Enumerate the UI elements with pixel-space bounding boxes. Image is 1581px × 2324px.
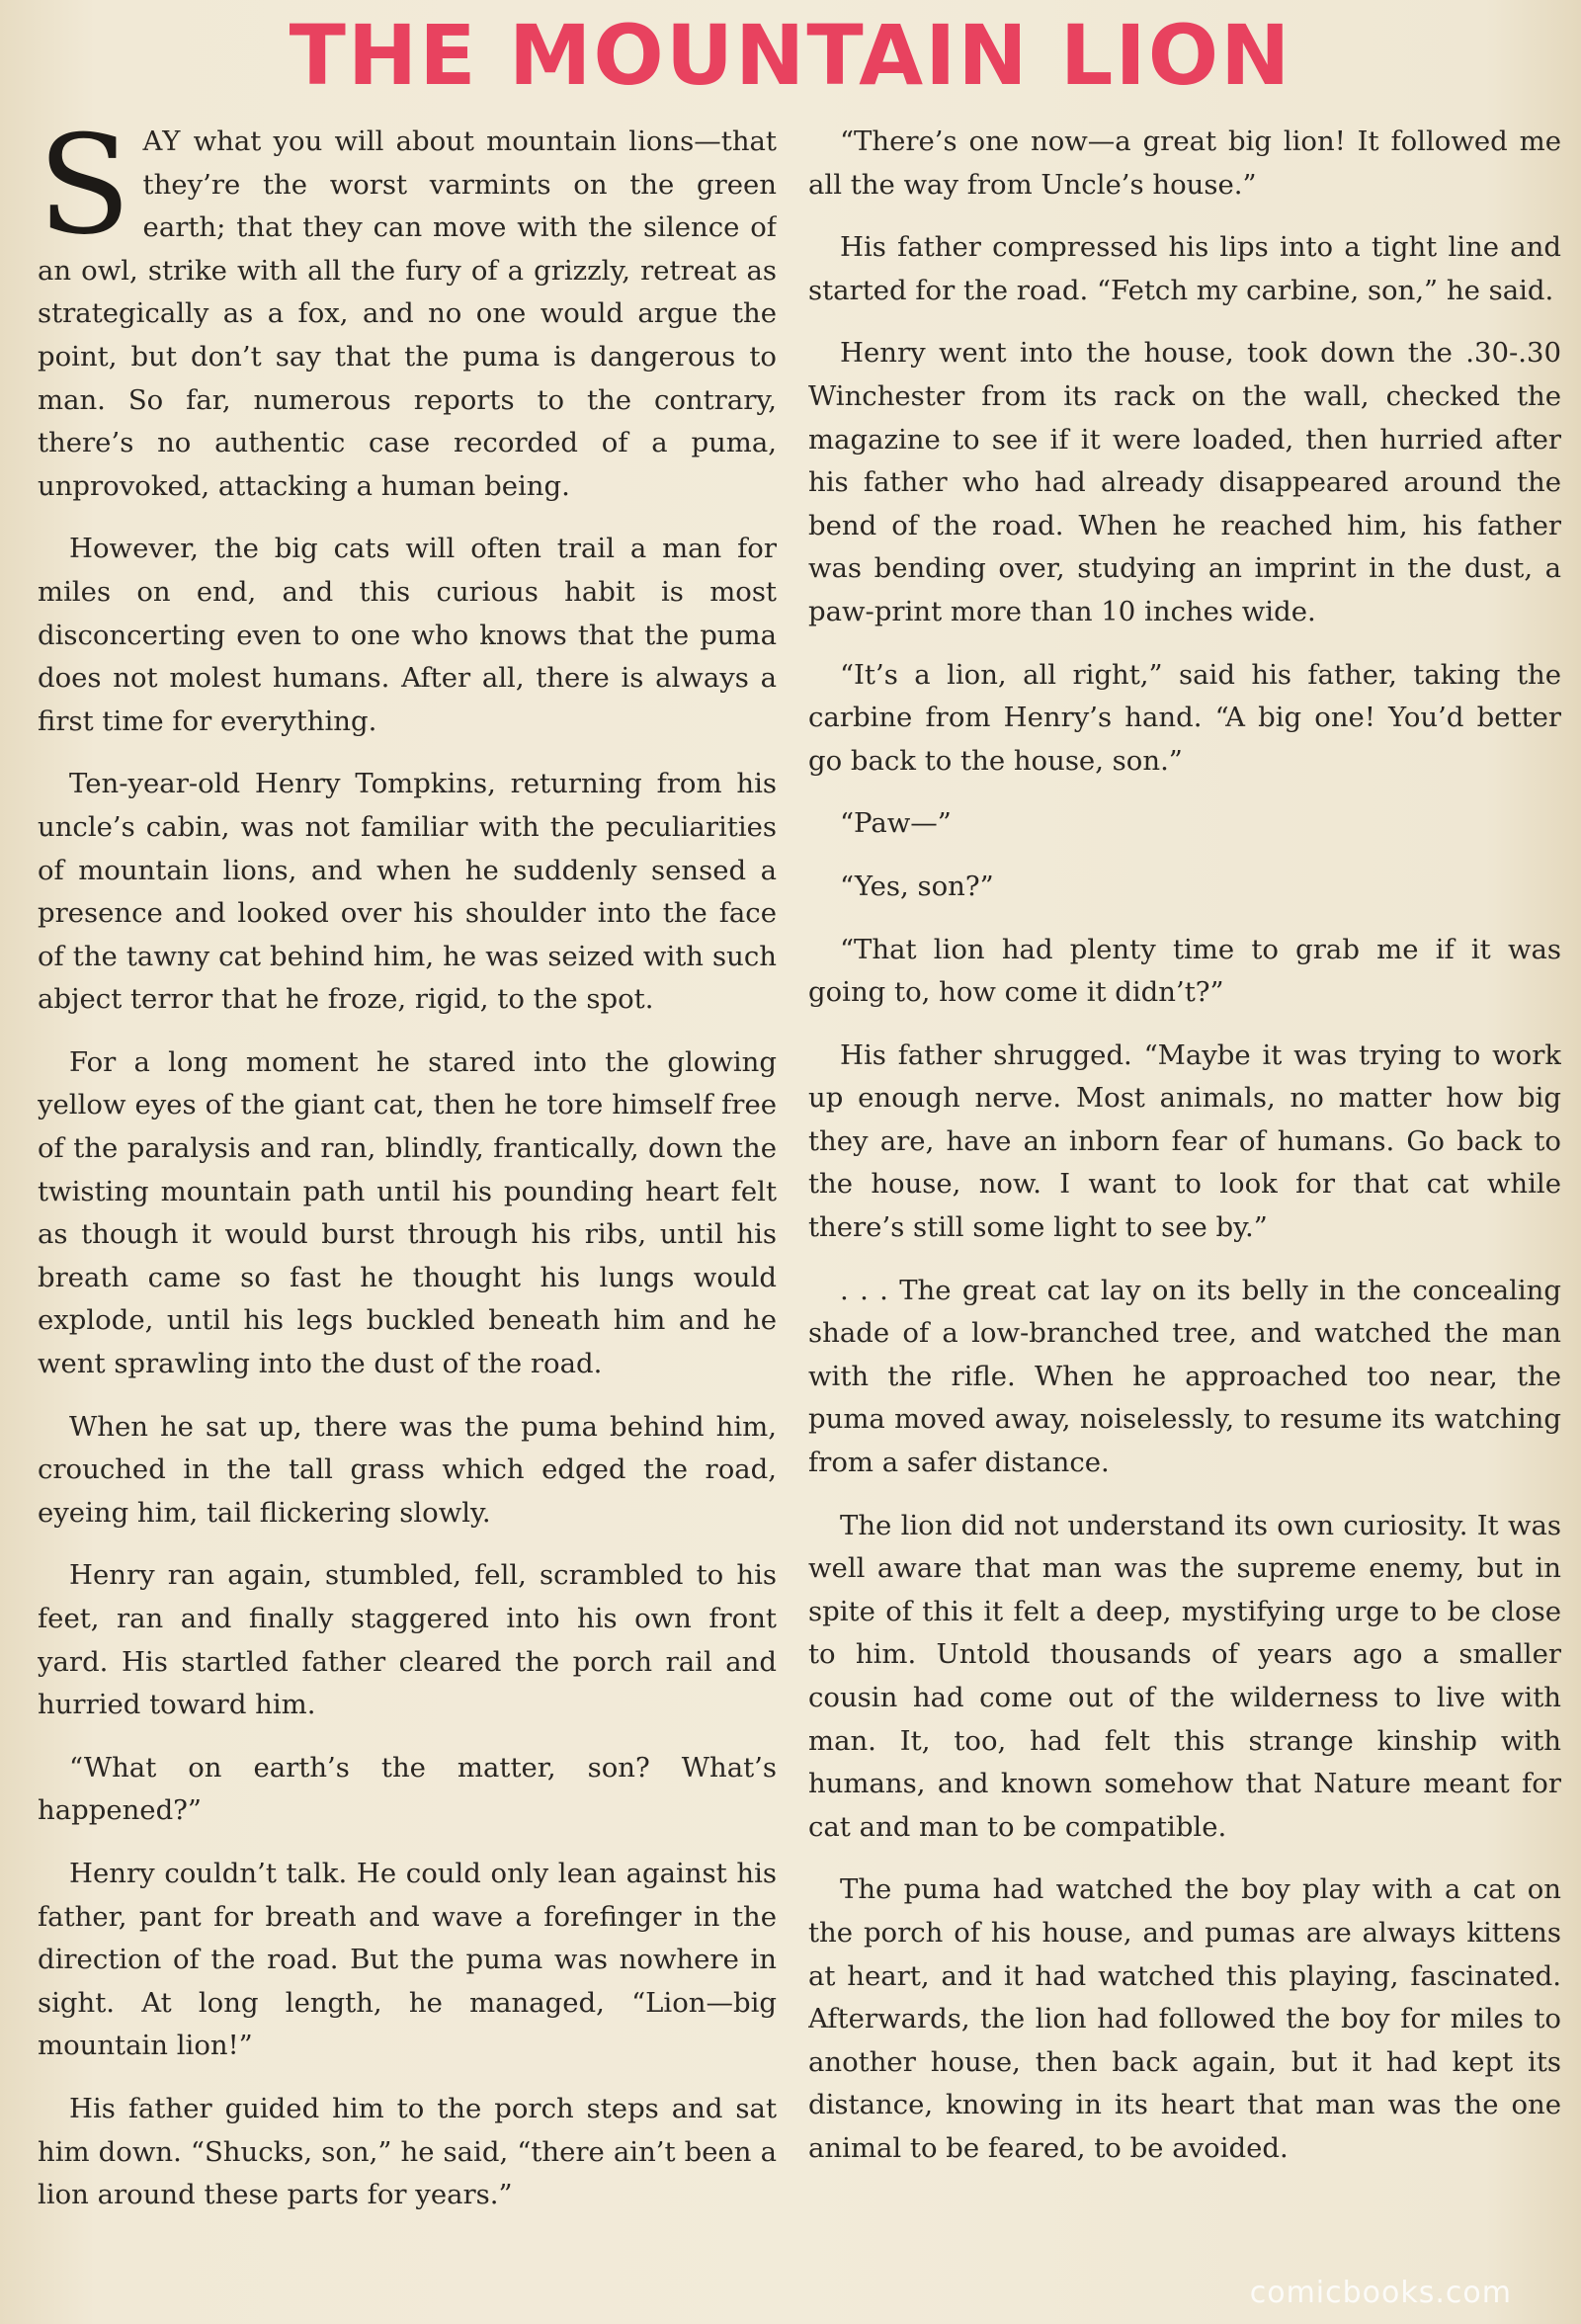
paragraph: “There’s one now—a great big lion! It followed me all the way from Uncle’s house.” <box>808 125 1561 201</box>
paragraph: Henry went into the house, took down the .30-.30 Winchester from its rack on the wall, checked the magazine to see if it were loaded, then hurried after his father who had already disappeared around the bend of the road. When he reached him, his father was bending over, studying an imprint in the dust, a paw-print more than 10 inches wide. <box>808 337 1561 627</box>
paragraph: “That lion had plenty time to grab me if it was going to, how come it didn’t?” <box>808 933 1561 1009</box>
left-column <box>38 121 777 2275</box>
paragraph: Henry couldn’t talk. He could only lean against his father, pant for breath and wave a forefinger in the direction of the road. But the puma was nowhere in sight. At long length, he managed, “Lion—big mountain lion!” <box>38 1857 777 2062</box>
paragraph: The puma had watched the boy play with a cat on the porch of his house, and pumas are always kittens at heart, and it had watched this playing, fascinated. Afterwards, the lion had followed the boy for miles to another house, then back again, but it had kept its distance, knowing in its heart that man was the one animal to be feared, to be avoided. <box>808 1873 1561 2164</box>
paragraph: The lion did not understand its own curiosity. It was well aware that man was the supreme enemy, but in spite of this it felt a deep, mystifying urge to be close to him. Untold thousands of years ago a smaller cousin had come out of the wilderness to live with man. It, too, had felt this strange kinship with humans, and known somehow that Nature meant for cat and man to be compatible. <box>808 1509 1561 1843</box>
story-title: THE MOUNTAIN LION <box>289 7 1292 104</box>
paragraph: His father compressed his lips into a tight line and started for the road. “Fetch my carbine, son,” he said. <box>808 231 1561 306</box>
paragraph: His father shrugged. “Maybe it was trying to work up enough nerve. Most animals, no matter how big they are, have an inborn fear of humans. Go back to the house, now. I want to look for that cat while there’s still some light to see by.” <box>808 1038 1561 1244</box>
paragraph: When he sat up, there was the puma behind him, crouched in the tall grass which edged the road, eyeing him, tail flickering slowly. <box>38 1410 777 1529</box>
paragraph: “Yes, son?” <box>840 870 994 902</box>
paragraph: Ten-year-old Henry Tompkins, returning from his uncle’s cabin, was not familiar with the peculiarities of mountain lions, and when he suddenly sensed a presence and looked over his shoulder into the face of the tawny cat behind him, he was seized with such abject terror that he froze, rigid, to the spot. <box>38 768 777 1016</box>
paragraph: “It’s a lion, all right,” said his father, taking the carbine from Henry’s hand. “A big one! You’d better go back to the house, son.” <box>808 658 1561 777</box>
paragraph: “What on earth’s the matter, son? What’s happened?” <box>38 1751 777 1827</box>
paragraph: His father guided him to the porch steps and sat him down. “Shucks, son,” he said, “there ain’t been a lion around these parts for years.” <box>38 2092 777 2211</box>
right-column <box>808 121 1561 2275</box>
site-watermark: comicbooks.com <box>1249 2276 1512 2310</box>
paragraph: However, the big cats will often trail a man for miles on end, and this curious habit is most disconcerting even to one who knows that the puma does not molest humans. After all, there is always a first time for everything. <box>38 533 777 737</box>
opening-word-rest: AY <box>142 125 182 157</box>
opening-paragraph <box>38 121 777 508</box>
opening-paragraph-text: what you will about mountain lions—that they’re the worst varmints on the green earth; that they can move with the silence of an owl, strike with all the fury of a grizzly, retreat as strategically as a fox, and no one would argue the point, but don’t say that the puma is dangerous to man. So far, numerous reports to the contrary, there’s no authentic case recorded of a puma, unprovoked, attacking a human being. <box>38 125 777 502</box>
drop-cap: S <box>38 121 131 265</box>
paragraph: “Paw—” <box>840 807 952 840</box>
paragraph: . . . The great cat lay on its belly in the concealing shade of a low-branched tree, and watched the man with the rifle. When he approached too near, the puma moved away, noiselessly, to resume its watching from a safer distance. <box>808 1274 1561 1479</box>
paragraph: For a long moment he stared into the glowing yellow eyes of the giant cat, then he tore himself free of the paralysis and ran, blindly, frantically, down the twisting mountain path until his pounding heart felt as though it would burst through his ribs, until his breath came so fast he thought his lungs would explode, until his legs buckled beneath him and he went sprawling into the dust of the road. <box>38 1045 777 1380</box>
paragraph: Henry ran again, stumbled, fell, scrambled to his feet, ran and finally staggered into his own front yard. His startled father cleared the porch rail and hurried toward him. <box>38 1559 777 1721</box>
